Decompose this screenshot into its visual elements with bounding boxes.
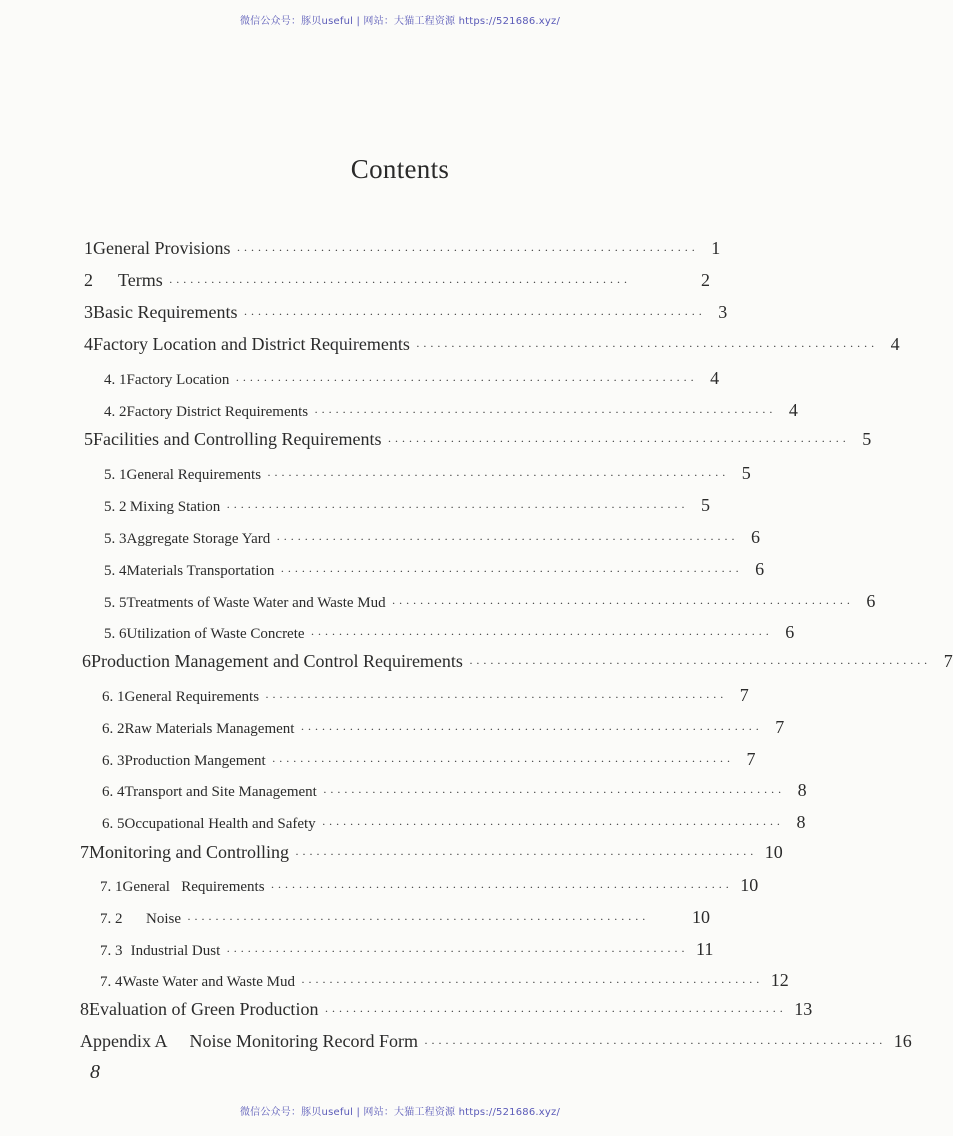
toc-leader-dots: ·································································· [267, 468, 729, 482]
toc-entry-label: Industrial Dust [130, 943, 221, 959]
toc-entry-5-3[interactable] [104, 527, 760, 548]
toc-entry-number: 4 [84, 334, 93, 354]
toc-entry-page: 3 [718, 302, 728, 322]
toc-leader-dots: ·································································· [295, 847, 757, 861]
toc-entry-page: 4 [710, 368, 720, 388]
toc-entry-label: Occupational Health and Safety [124, 816, 316, 832]
toc-entry-page: 5 [741, 463, 751, 483]
toc-entry-number: 6. 4 [102, 784, 125, 800]
toc-entry-label: Mixing Station [129, 499, 221, 515]
toc-entry-number: 7. 4 [100, 974, 123, 990]
toc-entry-page: 6 [755, 559, 765, 579]
toc-entry-page: 6 [750, 527, 760, 547]
toc-entry-number: 5. 6 [104, 626, 127, 642]
toc-entry-number: 5. 4 [104, 563, 127, 579]
toc-entry-8[interactable] [80, 999, 813, 1020]
toc-entry-6-1[interactable] [102, 685, 749, 706]
toc-entry-4-1[interactable] [104, 368, 720, 389]
toc-entry-label: Terms [118, 270, 163, 290]
toc-entry-5-2[interactable] [104, 495, 710, 516]
toc-leader-dots: ·································································· [391, 596, 854, 610]
toc-entry-6-5[interactable] [102, 812, 806, 833]
toc-entry-page: 5 [862, 429, 872, 449]
toc-entry-page: 7 [739, 685, 749, 705]
toc-entry-page: 1 [711, 238, 721, 258]
toc-entry-number: 6. 2 [102, 721, 125, 737]
toc-leader-dots: ·································································· [236, 243, 699, 257]
toc-entry-number: 2 [84, 270, 93, 290]
toc-entry-label: Evaluation of Green Production [89, 999, 319, 1019]
toc-entry-number: 6. 3 [102, 753, 125, 769]
toc-leader-dots: ·································································· [187, 912, 649, 926]
toc-entry-5[interactable] [84, 429, 872, 450]
toc-entry-page: 10 [740, 875, 759, 895]
toc-entry-label: General Provisions [93, 238, 231, 258]
toc-entry-label: General Requirements [122, 879, 265, 895]
toc-leader-dots: ·································································· [322, 785, 785, 799]
toc-entry-page: 13 [794, 999, 813, 1019]
toc-entry-label: Noise Monitoring Record Form [189, 1031, 418, 1051]
toc-leader-dots: ·································································· [271, 754, 734, 768]
toc-entry-4-2[interactable] [104, 400, 798, 421]
toc-entry-7-1[interactable] [100, 875, 759, 896]
toc-leader-dots: ·································································· [226, 944, 688, 958]
toc-entry-5-6[interactable] [104, 622, 795, 643]
toc-entry-number: 3 [84, 302, 93, 322]
toc-entry-6-4[interactable] [102, 780, 807, 801]
toc-entry-7-2[interactable] [100, 907, 710, 928]
toc-entry-number: 5. 5 [104, 595, 127, 611]
page-title: Contents [350, 154, 450, 184]
toc-entry-5-1[interactable] [104, 463, 751, 484]
toc-entry-page: 12 [770, 970, 789, 990]
toc-entry-number: 7. 3 [100, 943, 123, 959]
toc-entry-4[interactable] [84, 334, 900, 355]
toc-entry-label: Monitoring and Controlling [89, 842, 289, 862]
toc-entry-label: Utilization of Waste Concrete [126, 626, 305, 642]
toc-entry-page: 8 [797, 780, 807, 800]
toc-entry-number: 6. 5 [102, 816, 125, 832]
page-number: 8 [90, 1061, 100, 1083]
toc-entry-label: Treatments of Waste Water and Waste Mud [126, 595, 386, 611]
toc-entry-label: Facilities and Controlling Requirements [93, 429, 382, 449]
toc-entry-label: General Requirements [124, 689, 260, 705]
toc-entry-label: Factory District Requirements [126, 404, 309, 420]
toc-leader-dots: ·································································· [324, 1004, 787, 1018]
toc-entry-number: 7 [80, 842, 89, 862]
toc-leader-dots: ·································································· [280, 564, 743, 578]
toc-entry-number: 5 [84, 429, 93, 449]
toc-leader-dots: ·································································· [270, 880, 733, 894]
toc-entry-label: Factory Location [126, 372, 230, 388]
toc-entry-number: 4. 1 [104, 372, 127, 388]
toc-leader-dots: ·································································· [168, 275, 631, 289]
toc-entry-label: Basic Requirements [93, 302, 238, 322]
toc-entry-page: 6 [785, 622, 795, 642]
toc-entry-number: 7. 2 [100, 911, 123, 927]
watermark-top: 微信公众号：豚贝useful | 网站：大猫工程资源 https://521686.xyz/ [239, 16, 561, 27]
toc-entry-number: 1 [84, 238, 93, 258]
toc-entry-page: 4 [890, 334, 900, 354]
toc-entry-page: 7 [775, 717, 785, 737]
toc-entry-5-5[interactable] [104, 591, 876, 612]
toc-entry-label: Factory Location and District Requirements [93, 334, 410, 354]
toc-entry-page: 4 [788, 400, 798, 420]
toc-entry-page: 16 [893, 1031, 912, 1051]
toc-entry-3[interactable] [84, 302, 728, 323]
toc-entry-6-2[interactable] [102, 717, 785, 738]
toc-leader-dots: ·································································· [423, 1036, 886, 1050]
toc-entry-7-4[interactable] [100, 970, 789, 991]
toc-entry-appendix-a[interactable] [80, 1031, 912, 1052]
watermark-bottom: 微信公众号：豚贝useful | 网站：大猫工程资源 https://521686.xyz/ [239, 1107, 561, 1118]
toc-entry-label: Materials Transportation [126, 563, 275, 579]
toc-entry-number: 6. 1 [102, 689, 125, 705]
toc-entry-label: Raw Materials Management [124, 721, 295, 737]
toc-entry-6[interactable] [82, 651, 953, 672]
toc-entry-number: 8 [80, 999, 89, 1019]
toc-entry-label: Production Management and Control Requirements [91, 651, 463, 671]
toc-entry-label: Production Mangement [124, 753, 266, 769]
toc-entry-page: 7 [746, 749, 756, 769]
toc-entry-page: 5 [701, 495, 710, 515]
toc-entry-label: Transport and Site Management [124, 784, 317, 800]
toc-entry-page: 2 [701, 270, 710, 290]
toc-entry-page: 10 [692, 907, 710, 927]
toc-leader-dots: ·································································· [226, 500, 688, 514]
toc-entry-6-3[interactable] [102, 749, 756, 770]
toc-entry-7[interactable] [80, 842, 783, 863]
toc-entry-number: 5. 2 [104, 499, 127, 515]
toc-entry-label: Waste Water and Waste Mud [122, 974, 295, 990]
toc-entry-number: 5. 3 [104, 531, 127, 547]
toc-leader-dots: ·································································· [235, 373, 698, 387]
toc-entry-page: 8 [796, 812, 806, 832]
toc-entry-number: 7. 1 [100, 879, 123, 895]
toc-leader-dots: ·································································· [265, 690, 727, 704]
toc-leader-dots: ·································································· [468, 656, 931, 670]
toc-leader-dots: ·································································· [310, 627, 773, 641]
toc-leader-dots: ·································································· [300, 975, 763, 989]
toc-leader-dots: ·································································· [314, 405, 776, 419]
toc-leader-dots: ·································································· [276, 532, 738, 546]
toc-entry-number: 6 [82, 651, 91, 671]
toc-leader-dots: ·································································· [415, 339, 878, 353]
toc-leader-dots: ·································································· [321, 817, 784, 831]
toc-leader-dots: ·································································· [387, 434, 850, 448]
toc-entry-number: 5. 1 [104, 467, 127, 483]
toc-entry-2[interactable] [84, 270, 710, 291]
toc-entry-1[interactable] [84, 238, 721, 259]
toc-entry-number: 4. 2 [104, 404, 127, 420]
toc-leader-dots: ·································································· [300, 722, 763, 736]
toc-entry-page: 11 [696, 939, 714, 959]
toc-entry-7-3[interactable] [100, 939, 714, 960]
toc-entry-page: 7 [943, 651, 953, 671]
toc-entry-label: General Requirements [126, 467, 262, 483]
toc-entry-page: 6 [866, 591, 876, 611]
toc-entry-page: 10 [764, 842, 783, 862]
toc-entry-label: Aggregate Storage Yard [126, 531, 271, 547]
toc-entry-label: Noise [146, 911, 181, 927]
toc-leader-dots: ·································································· [243, 307, 706, 321]
toc-entry-5-4[interactable] [104, 559, 765, 580]
toc-entry-number: Appendix A [80, 1031, 168, 1051]
